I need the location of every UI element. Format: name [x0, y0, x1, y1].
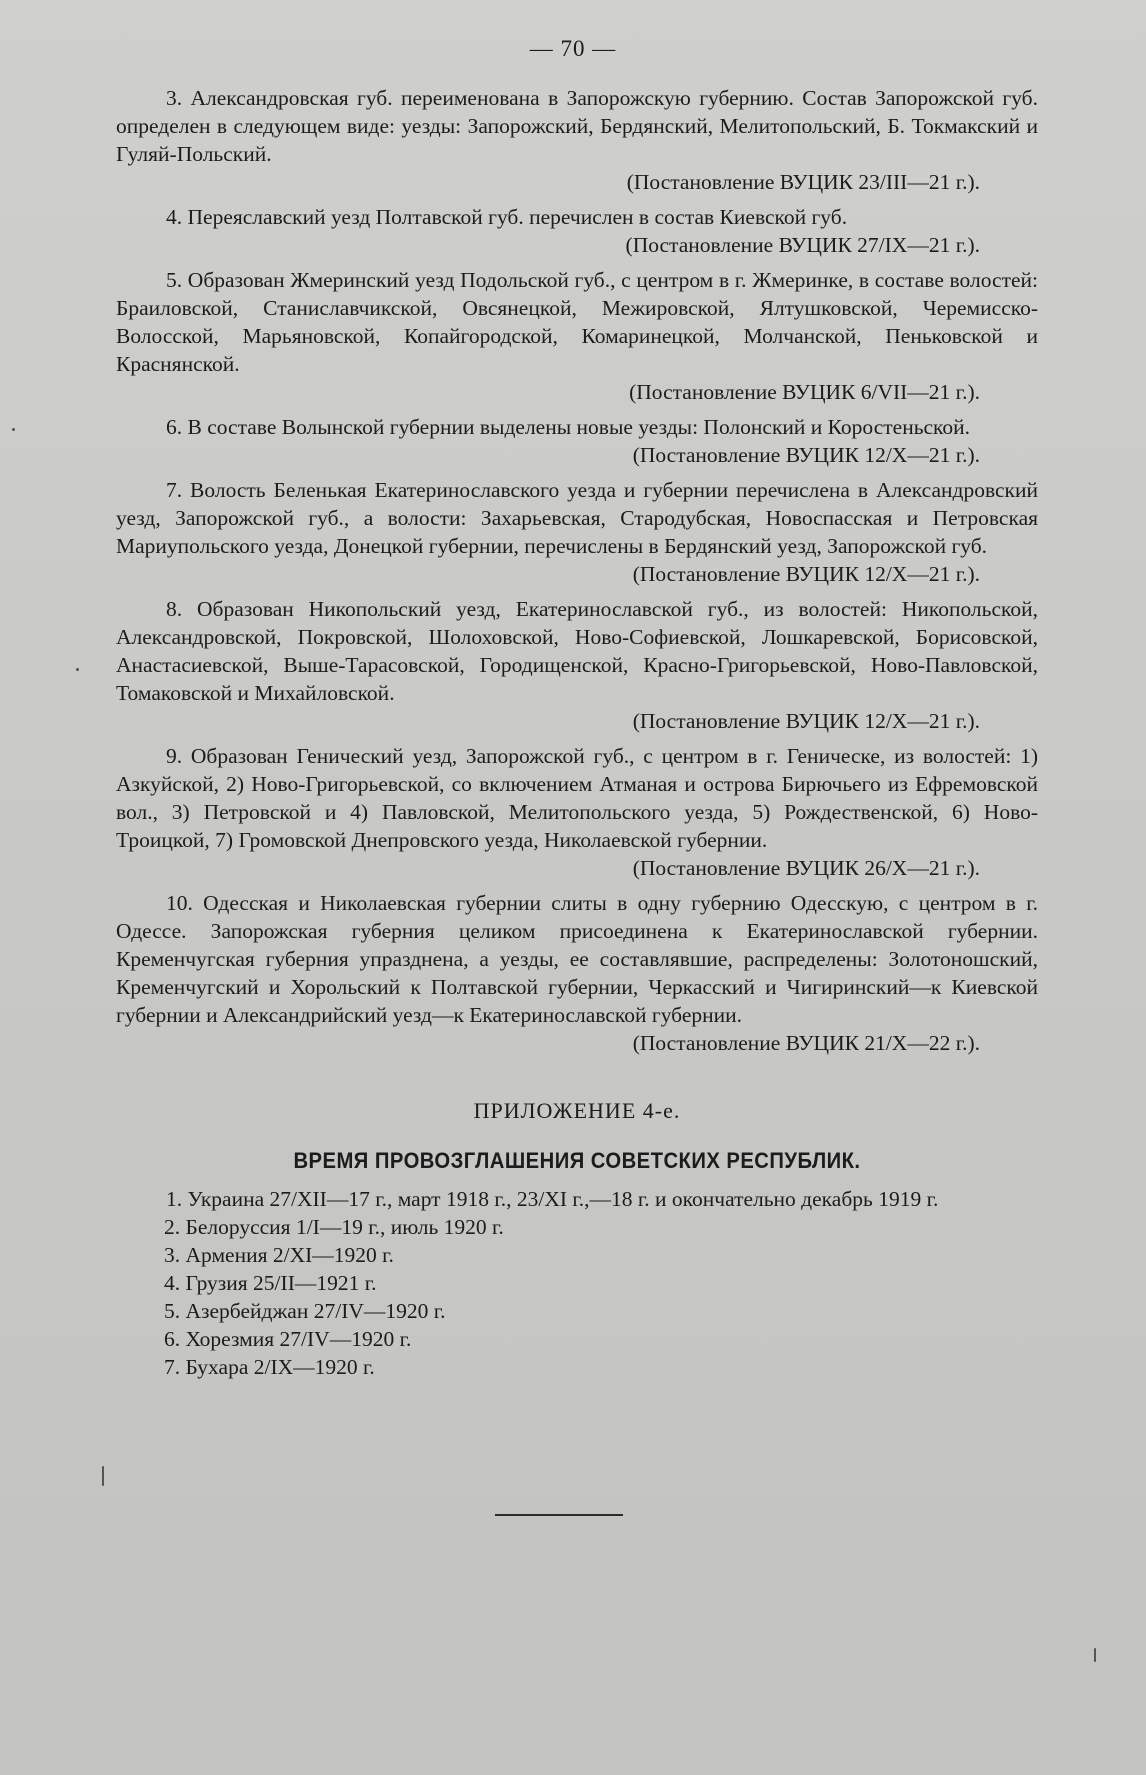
scan-speck: [76, 668, 79, 671]
paragraph-source: (Постановление ВУЦИК 21/X—22 г.).: [632, 1031, 980, 1055]
paragraph-text: 5. Образован Жмеринский уезд Подольской губ., с центром в г. Жмеринке, в составе волостей: Браиловской, Станиславчикской, Овсянецкой, Межировской, Ялтушковской, Черемисско-Волосской, Марьяновской, Копайгородской, Комаринецкой, Молчанской, Пеньковской и Краснянской.: [116, 268, 1038, 376]
section-paragraph: [116, 889, 1038, 1057]
paragraph-source: (Постановление ВУЦИК 26/X—21 г.).: [632, 856, 980, 880]
paragraph-text: 9. Образован Генический уезд, Запорожской губ., с центром в г. Геническе, из волостей: 1) Азкуйской, 2) Ново-Григорьевской, со включением Атманая и острова Бирючьего из Ефремовской вол., 3) Петровской и 4) Павловской, Мелитопольского уезда, 5) Рождественской, 6) Ново-Троицкой, 7) Громовской Днепровского уезда, Николаевской губернии.: [116, 744, 1038, 852]
paragraph-source: (Постановление ВУЦИК 12/X—21 г.).: [632, 709, 980, 733]
list-item: 6. Хорезмия 27/IV—1920 г.: [164, 1327, 412, 1351]
list-item: 5. Азербейджан 27/IV—1920 г.: [164, 1299, 446, 1323]
paragraph-text: 10. Одесская и Николаевская губернии слиты в одну губернию Одесскую, с центром в г. Одессе. Запорожская губерния целиком присоединена к Екатеринославской губернии. Кременчугская губерния упразднена, а уезды, ее составлявшие, распределены: Золотоношский, Кременчугский и Хорольский к Полтавской губернии, Черкасский и Чигиринский—к Киевской губернии и Александрийский уезд—к Екатеринославской губернии.: [116, 891, 1038, 1027]
section-paragraph: [116, 84, 1038, 196]
paragraph-text: 8. Образован Никопольский уезд, Екатеринославской губ., из волостей: Никопольской, Александровской, Покровской, Шолоховской, Ново-Софиевской, Лошкаревской, Борисовской, Анастасиевской, Выше-Тарасовской, Городищенской, Красно-Григорьевской, Ново-Павловской, Томаковской и Михайловской.: [116, 597, 1038, 705]
end-rule: [495, 1514, 623, 1516]
section-paragraph: [116, 742, 1038, 882]
page-body: [116, 84, 1038, 1381]
section-paragraph: [116, 476, 1038, 588]
list-item: 3. Армения 2/XI—1920 г.: [164, 1243, 394, 1267]
section-paragraph: [116, 595, 1038, 735]
list-item: 7. Бухара 2/IX—1920 г.: [164, 1355, 375, 1379]
paragraph-source: (Постановление ВУЦИК 27/IX—21 г.).: [625, 233, 980, 257]
section-paragraph: [116, 413, 1038, 469]
paragraph-source: (Постановление ВУЦИК 12/X—21 г.).: [632, 443, 980, 467]
appendix-label: ПРИЛОЖЕНИЕ 4-е.: [473, 1098, 681, 1123]
page-number: — 70 —: [529, 36, 617, 61]
paragraph-text: 3. Александровская губ. переименована в Запорожскую губернию. Состав Запорожской губ. определен в следующем виде: уезды: Запорожский, Бердянский, Мелитопольский, Б. Токмакский и Гуляй-Польский.: [116, 86, 1038, 166]
paragraph-text: 4. Переяславский уезд Полтавской губ. перечислен в состав Киевской губ.: [166, 205, 848, 229]
paragraph-source: (Постановление ВУЦИК 23/III—21 г.).: [626, 170, 980, 194]
section-paragraph: [116, 266, 1038, 406]
republics-list: [116, 1185, 1038, 1381]
section-paragraph: [116, 203, 1038, 259]
paragraph-text: 7. Волость Беленькая Екатеринославского уезда и губернии перечислена в Александровский уезд, Запорожской губ., а волости: Захарьевская, Стародубская, Новоспасская и Петровская Мариупольского уезда, Донецкой губернии, перечислены в Бердянский уезд, Запорожской губ.: [116, 478, 1038, 558]
list-item: 2. Белоруссия 1/I—19 г., июль 1920 г.: [164, 1215, 504, 1239]
paragraph-text: 6. В составе Волынской губернии выделены новые уезды: Полонский и Коростеньской.: [166, 415, 971, 439]
list-item: 4. Грузия 25/II—1921 г.: [164, 1271, 377, 1295]
paragraph-source: (Постановление ВУЦИК 12/X—21 г.).: [632, 562, 980, 586]
list-item: 1. Украина 27/XII—17 г., март 1918 г., 23/XI г.,—18 г. и окончательно декабрь 1919 г.: [166, 1187, 939, 1211]
paragraph-source: (Постановление ВУЦИК 6/VII—21 г.).: [629, 380, 980, 404]
scan-speck: [102, 1466, 104, 1486]
appendix-title: ВРЕМЯ ПРОВОЗГЛАШЕНИЯ СОВЕТСКИХ РЕСПУБЛИК.: [293, 1148, 861, 1173]
scan-speck: [12, 428, 15, 431]
scan-speck: [1094, 1648, 1096, 1662]
